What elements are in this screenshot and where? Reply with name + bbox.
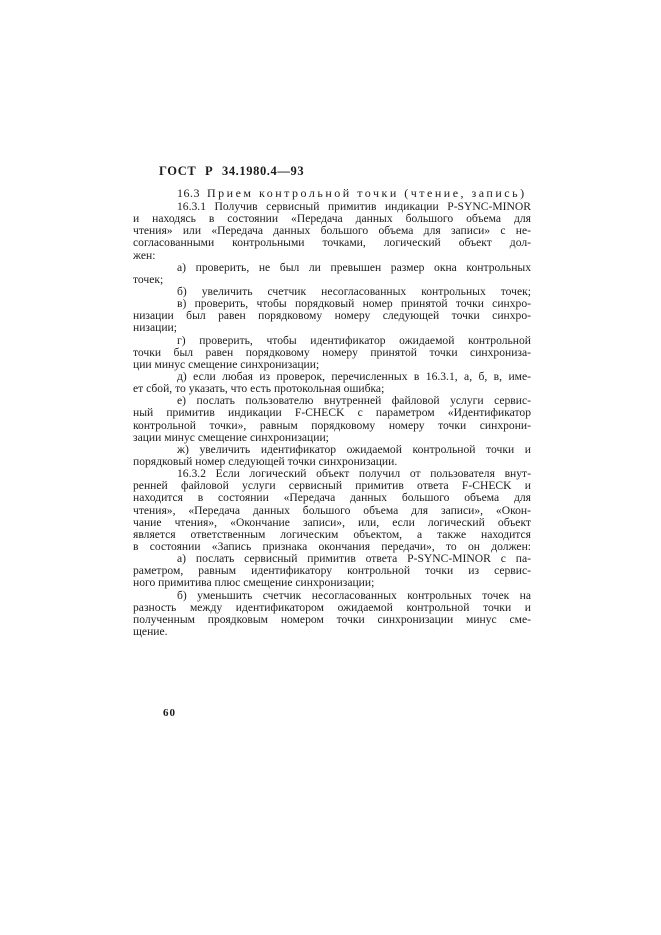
text-line: д) если любая из проверок, перечисленных в 16.3.1, а, б, в, име- xyxy=(177,369,531,383)
text-line: низации; xyxy=(133,321,177,335)
text-line: б) уменьшить счетчик несогласованных контрольных точек на xyxy=(177,588,531,602)
text-line: находится в состоянии «Передача данных большого объема для xyxy=(133,491,531,505)
text-line: а) послать сервисный примитив ответа P-SYNC-MINOR с па- xyxy=(177,552,531,566)
text-line: в) проверить, чтобы порядковый номер принятой точки синхро- xyxy=(177,297,531,311)
page-number: 60 xyxy=(163,707,176,719)
text-line: ный примитив индикации F-CHECK с параметром «Идентификатор xyxy=(133,406,531,420)
text-line: а) проверить, не был ли превышен размер окна контрольных xyxy=(177,260,531,274)
text-line: ного примитива плюс смещение синхронизации; xyxy=(133,576,375,590)
text-line: точки был равен порядковому номеру принятой точки синхрониза- xyxy=(133,345,531,359)
text-line: ет сбой, то указать, что есть протокольная ошибка; xyxy=(133,382,385,396)
body-text xyxy=(133,201,531,638)
text-line: ж) увеличить идентификатор ожидаемой контрольной точки и xyxy=(177,442,531,456)
text-line: полученным проядковым номером точки синхронизации минус сме- xyxy=(133,612,531,626)
text-line: г) проверить, чтобы идентификатор ожидаемой контрольной xyxy=(177,333,531,347)
text-line: низации был равен порядковому номеру следующей точки синхро- xyxy=(133,309,531,323)
text-line: и находясь в состоянии «Передача данных большого объема для xyxy=(133,212,531,226)
section-number: 16.3 xyxy=(177,186,200,200)
text-line: чание чтения», «Окончание записи», или, если логический объект xyxy=(133,515,531,529)
text-line: чтения» или «Передача данных большого объема для записи» с не- xyxy=(133,224,531,238)
text-line: е) послать пользователю внутренней файловой услуги сервис- xyxy=(177,394,531,408)
text-line: щение. xyxy=(133,624,168,638)
text-line: чтения», «Передача данных большого объема для записи», «Окон- xyxy=(133,503,531,517)
text-line: контрольной точки», равным порядковому номеру точки синхрони- xyxy=(133,418,531,432)
text-line: ции минус смещение синхронизации; xyxy=(133,357,320,371)
text-line: является ответственным логическим объектом, а также находится xyxy=(133,527,531,541)
text-line: 16.3.2 Если логический объект получил от пользователя внут- xyxy=(177,467,531,481)
document-code-header: ГОСТ Р 34.1980.4—93 xyxy=(159,164,305,178)
text-line: ренней файловой услуги сервисный примитив ответа F-CHECK и xyxy=(133,479,531,493)
text-line: 16.3.1 Получив сервисный примитив индикации P-SYNC-MINOR xyxy=(177,200,531,213)
text-line: разность между идентификатором ожидаемой контрольной точки и xyxy=(133,600,531,614)
text-line: б) увеличить счетчик несогласованных контрольных точек; xyxy=(177,284,531,298)
text-line: жен: xyxy=(133,248,156,262)
section-title: Прием контрольной точки (чтение, запись) xyxy=(207,186,527,200)
section-heading xyxy=(133,186,531,201)
text-line: согласованными контрольными точками, логический объект дол- xyxy=(133,236,531,250)
text-line: зации минус смещение синхронизации; xyxy=(133,430,329,444)
text-line: в состоянии «Запись признака окончания передачи», то он должен: xyxy=(133,539,531,553)
text-line: точек; xyxy=(133,272,164,286)
text-line: раметром, равным идентификатору контрольной точки из сервис- xyxy=(133,564,531,578)
text-line: порядковый номер следующей точки синхронизации. xyxy=(133,454,398,468)
